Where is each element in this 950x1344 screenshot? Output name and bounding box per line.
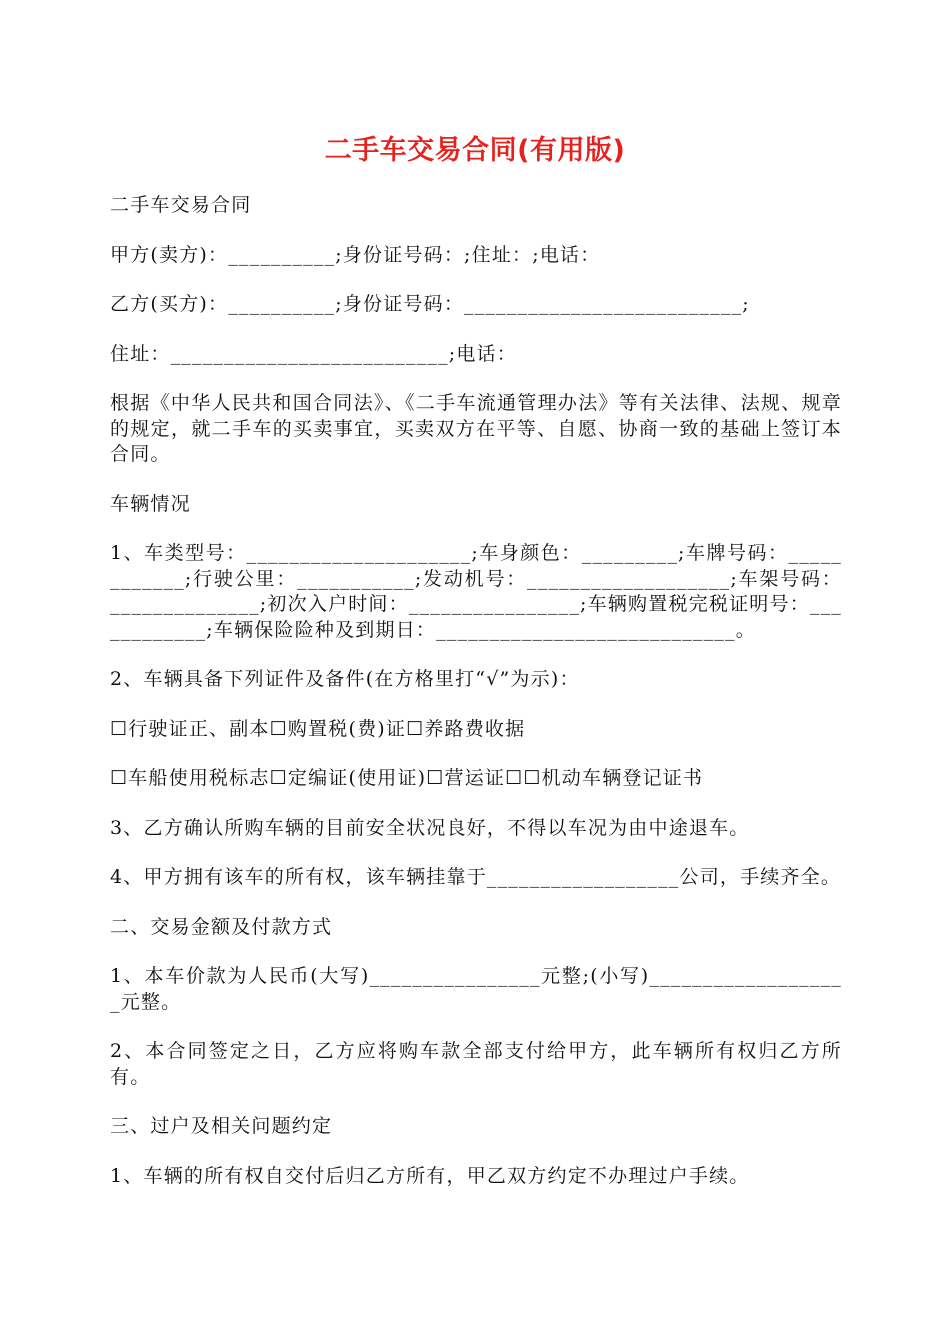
paragraph-party-b: 乙方(买方)：__________;身份证号码：__________________________; xyxy=(110,293,750,315)
paragraph-safety: 3、乙方确认所购车辆的目前安全状况良好，不得以车况为由中途退车。 xyxy=(110,816,750,839)
section-transfer: 三、过户及相关问题约定 xyxy=(110,1115,333,1137)
document-title: 二手车交易合同(有用版) xyxy=(324,135,626,166)
paragraph-price: 1、本车价款为人民币(大写)________________元整;(小写)___________________元整。 xyxy=(110,965,842,1013)
paragraph-party-a: 甲方(卖方)：__________;身份证号码：;住址：;电话： xyxy=(110,243,601,266)
checkbox-line-1: ☐行驶证正、副本☐购置税(费)证☐养路费收据 xyxy=(110,717,526,740)
section-payment: 二、交易金额及付款方式 xyxy=(110,915,333,938)
paragraph-legal-basis: 根据《中华人民共和国合同法》、《二手车流通管理办法》等有关法律、法规、规章的规定，就二手车的买卖事宜，买卖双方在平等、自愿、协商一致的基础上签订本合同。 xyxy=(110,392,842,465)
paragraph-heading: 二手车交易合同 xyxy=(110,194,252,216)
document-body xyxy=(110,193,842,1213)
paragraph-address: 住址：__________________________;电话： xyxy=(110,342,518,365)
paragraph-vehicle-details: 1、车类型号：_____________________;车身颜色：_________;车牌号码：____________;行驶公里：___________;发动机号：___________________;车架号码：______________;初次入户时间：________________;车辆购置税完税证明号：____________;车辆保险险种及到期日：____________________________。 xyxy=(110,542,842,641)
paragraph-transfer-terms: 1、车辆的所有权自交付后归乙方所有，甲乙双方约定不办理过户手续。 xyxy=(110,1164,750,1187)
paragraph-documents: 2、车辆具备下列证件及备件(在方格里打“√”为示)： xyxy=(110,668,580,690)
checkbox-line-2: ☐车船使用税标志☐定编证(使用证)☐营运证☐☐机动车辆登记证书 xyxy=(110,767,704,789)
section-vehicle-info: 车辆情况 xyxy=(110,492,191,515)
paragraph-payment-terms: 2、本合同签定之日，乙方应将购车款全部支付给甲方，此车辆所有权归乙方所有。 xyxy=(110,1040,842,1088)
paragraph-ownership: 4、甲方拥有该车的所有权，该车辆挂靠于__________________公司，手续齐全。 xyxy=(110,866,842,888)
